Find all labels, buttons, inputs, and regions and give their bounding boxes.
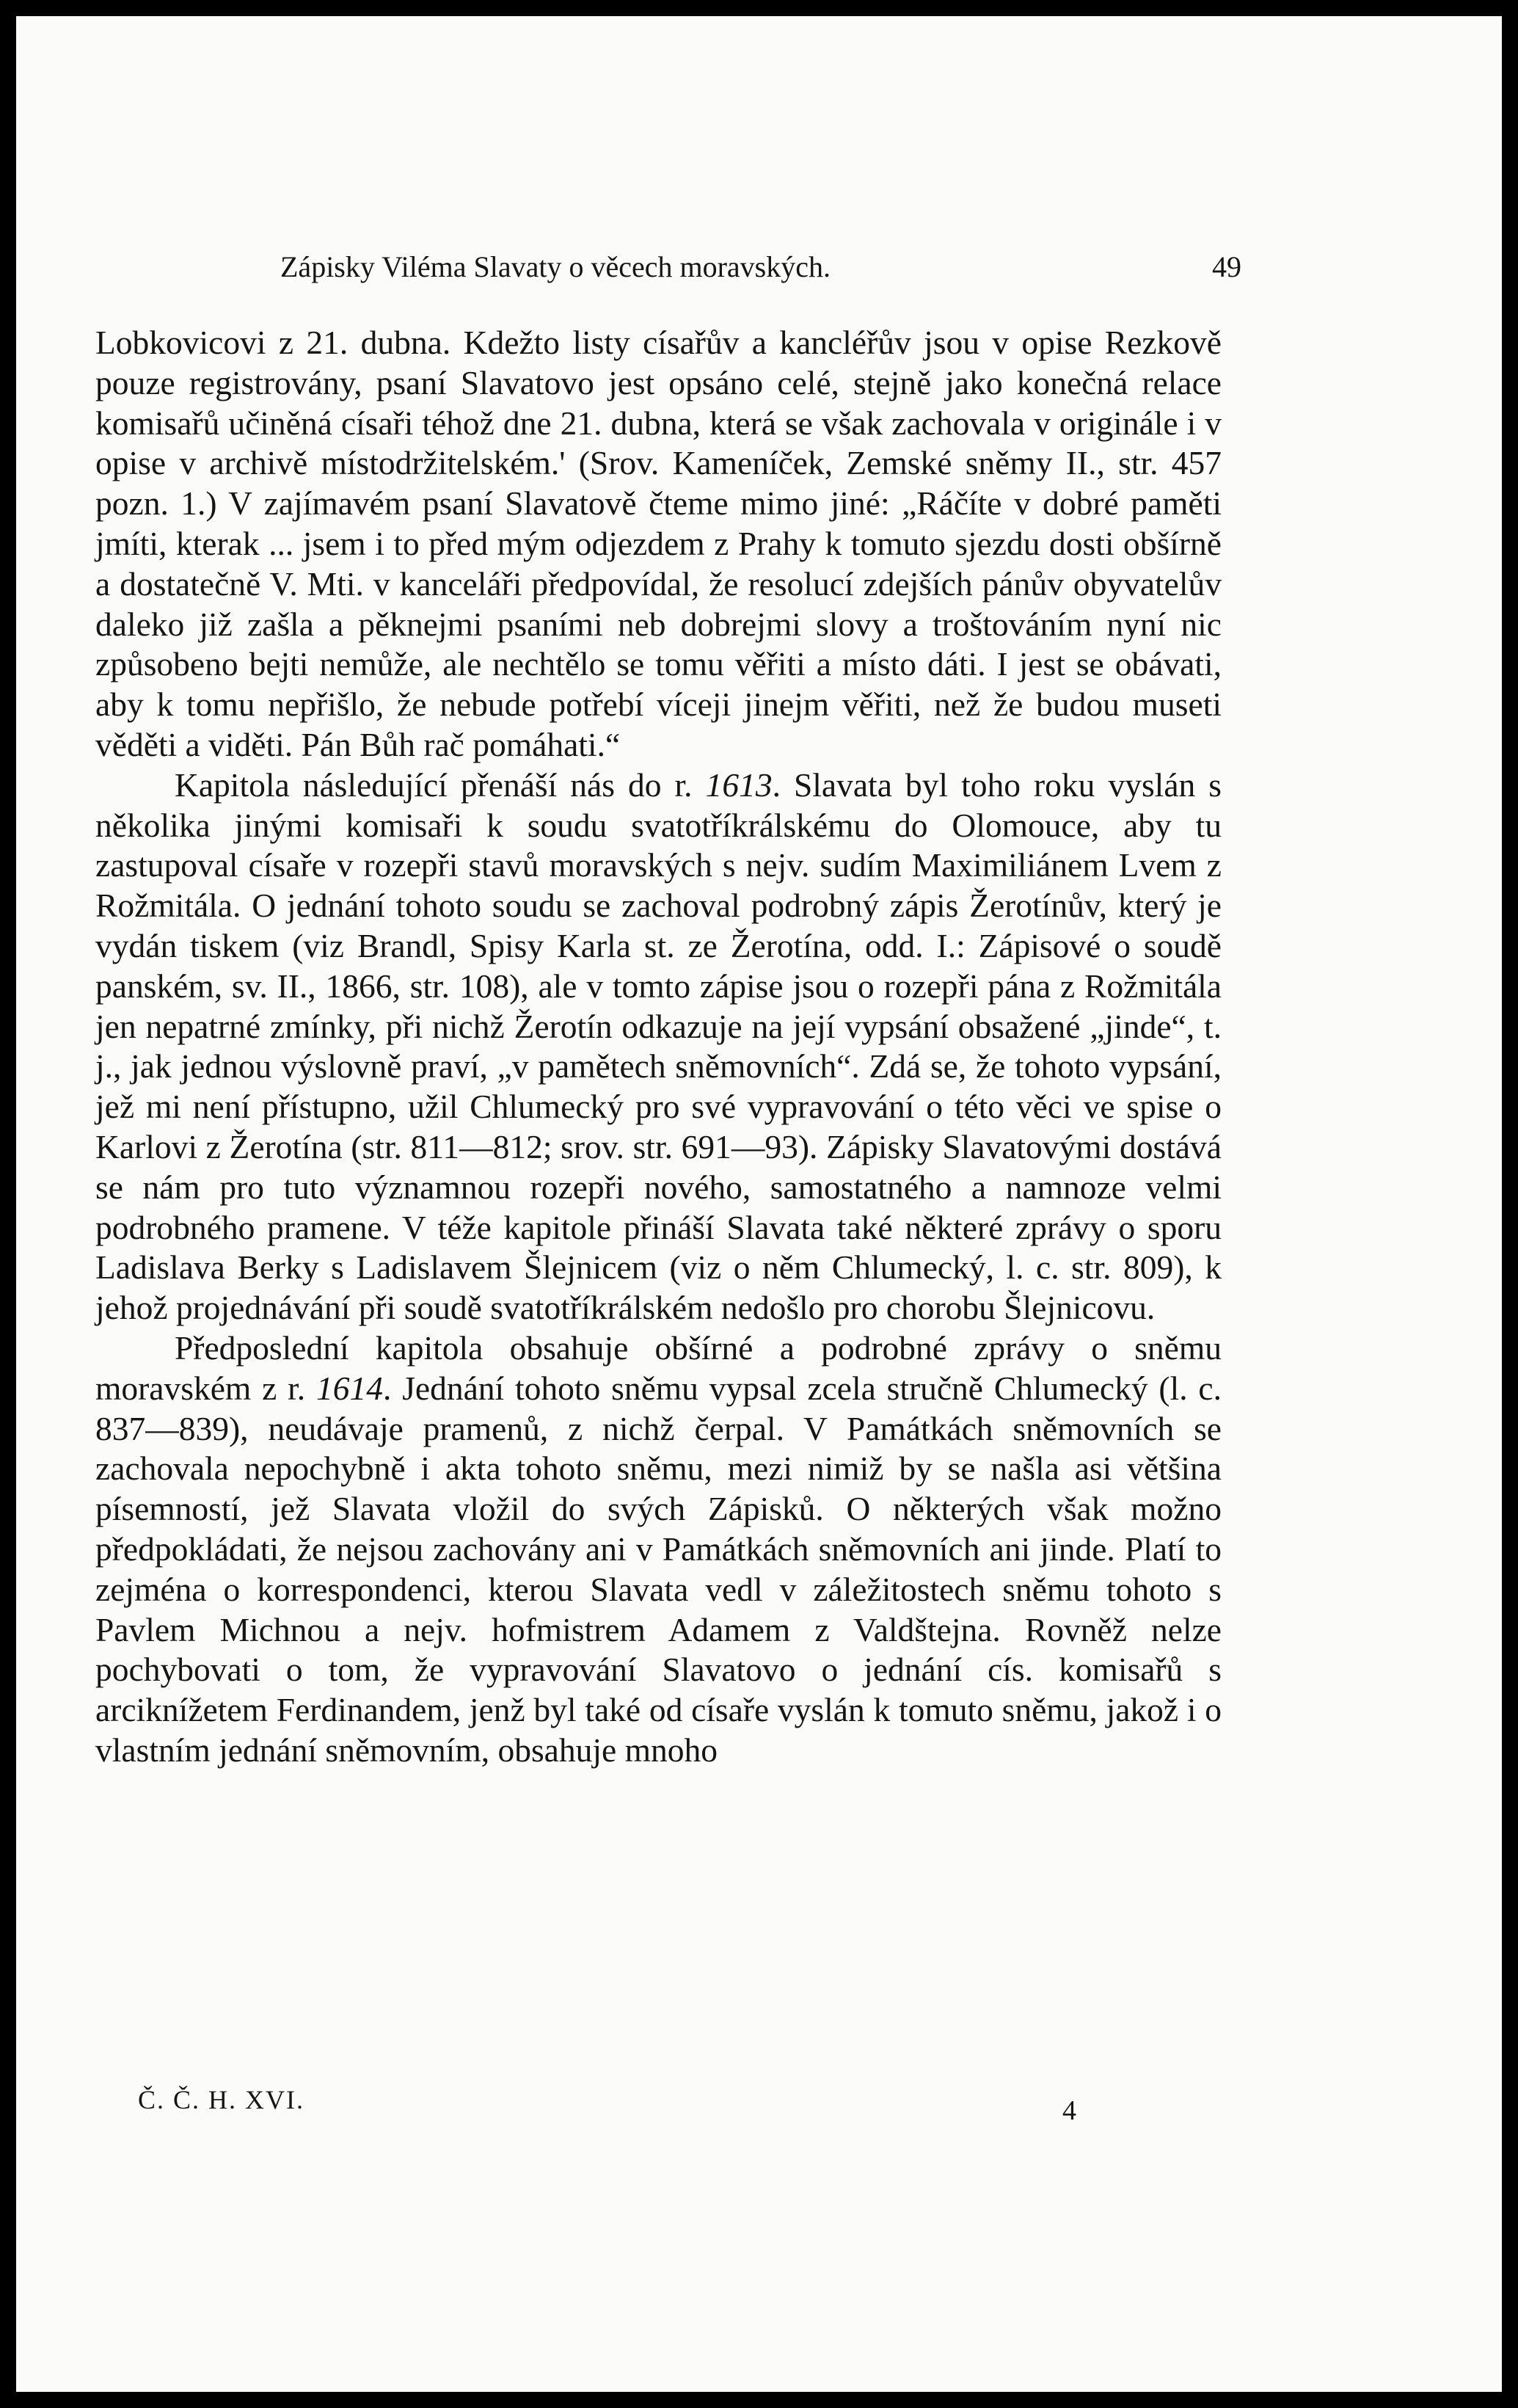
paragraph	[95, 765, 1222, 1328]
page-number: 49	[1212, 250, 1241, 283]
paragraph-text: . Slavata byl toho roku vyslán s několika jinými komisaři k soudu svatotříkrálskému do Olomouce, aby tu zastupoval císaře v rozepři stavů moravských s nejv. sudím Maximiliánem Lvem z Rožmitála. O jednání tohoto soudu se zachoval podrobný zápis Žerotínův, který je vydán tiskem (viz Brandl, Spisy Karla st. ze Žerotína, odd. I.: Zápisové o soudě panském, sv. II., 1866, str. 108), ale v tomto zápise jsou o rozepři pána z Rožmitála jen nepatrné zmínky, při nichž Žerotín odkazuje na její vypsání obsažené „jinde“, t. j., jak jednou výslovně praví, „v pamětech sněmovních“. Zdá se, že tohoto vypsání, jež mi není přístupno, užil Chlumecký pro své vypravování o této věci ve spise o Karlovi z Žerotína (str. 811—812; srov. str. 691—93). Zápisky Slavatovými dostává se nám pro tuto významnou rozepři nového, samostatného a namnoze velmi podrobného pramene. V téže kapitole přináší Slavata také některé zprávy o sporu Ladislava Berky s Ladislavem Šlejnicem (viz o něm Chlumecký, l. c. str. 809), k jehož projednávání při soudě svatotříkrálském nedošlo pro chorobu Šlejnicovu.	[95, 765, 1222, 1327]
signature-number: 4	[1062, 2095, 1076, 2126]
italic-year: 1614	[315, 1369, 383, 1407]
paragraph-text: Kapitola následující přenáší nás do r.	[175, 765, 706, 804]
page-header	[280, 250, 1241, 286]
running-title: Zápisky Viléma Slavaty o věcech moravských.	[280, 250, 831, 283]
printer-signature-mark: Č. Č. H. XVI.	[138, 2085, 305, 2114]
paragraph	[95, 323, 1222, 765]
paragraph-text: Lobkovicovi z 21. dubna. Kdežto listy císařův a kancléřův jsou v opise Rezkově pouze registrovány, psaní Slavatovo jest opsáno celé, stejně jako konečná relace komisařů učiněná císaři téhož dne 21. dubna, která se však zachovala v originále i v opise v archivě místodržitelském.' (Srov. Kameníček, Zemské sněmy II., str. 457 pozn. 1.) V zajímavém psaní Slavatově čteme mimo jiné: „Ráčíte v dobré paměti jmíti, kterak ... jsem i to před mým odjezdem z Prahy k tomuto sjezdu dosti obšírně a dostatečně V. Mti. v kanceláři předpovídal, že resolucí zdejších pánův obyvatelův daleko již zašla a pěknejmi psaními neb dobrejmi slovy a troštováním nyní nic způsobeno bejti nemůže, ale nechtělo se tomu věřiti a místo dáti. I jest se obávati, aby k tomu nepřišlo, že nebude potřebí víceji jinejm věřiti, než že budou museti věděti a viděti. Pán Bůh rač pomáhati.“	[95, 324, 1222, 763]
paragraph-text: Předposlední kapitola obsahuje obšírné a podrobné zprávy o sněmu moravském z r.	[95, 1328, 1222, 1407]
paragraph	[95, 1328, 1222, 1771]
page-footer	[138, 2084, 1084, 2128]
body-text	[95, 323, 1222, 1771]
italic-year: 1613	[705, 765, 773, 804]
book-page	[16, 16, 1502, 2392]
paragraph-text: . Jednání tohoto sněmu vypsal zcela stručně Chlumecký (l. c. 837—839), neudávaje pramenů, z nichž čerpal. V Památkách sněmovních se zachovala nepochybně i akta tohoto sněmu, mezi nimiž by se našla asi většina písemností, jež Slavata vložil do svých Zápisků. O některých však možno předpokládati, že nejsou zachovány ani v Památkách sněmovních ani jinde. Platí to zejména o korrespondenci, kterou Slavata vedl v záležitostech sněmu tohoto s Pavlem Michnou a nejv. hofmistrem Adamem z Valdštejna. Rovněž nelze pochybovati o tom, že vypravování Slavatovo o jednání cís. komisařů s arciknížetem Ferdinandem, jenž byl také od císaře vyslán k tomuto sněmu, jakož i o vlastním jednání sněmovním, obsahuje mnoho	[95, 1369, 1222, 1769]
